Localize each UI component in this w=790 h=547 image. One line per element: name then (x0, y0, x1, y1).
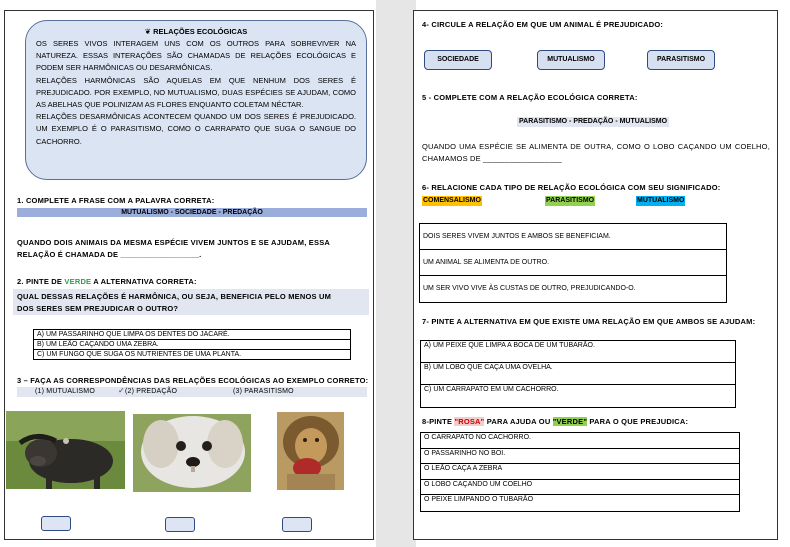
q6-row-1[interactable]: DOIS SERES VIVEM JUNTOS E AMBOS SE BENEFICIAM. (420, 224, 726, 250)
q6-title: 6- RELACIONE CADA TIPO DE RELAÇÃO ECOLÓGICA COM SEU SIGNIFICADO: (422, 183, 721, 192)
intro-box (25, 20, 367, 180)
butterfly-icon: ❦ (144, 27, 151, 36)
q6-row-2[interactable]: UM ANIMAL SE ALIMENTA DE OUTRO. (420, 250, 726, 276)
q5-word-bank: PARASITISMO - PREDAÇÃO - MUTUALISMO (519, 118, 668, 125)
q8-row-3[interactable]: O LEÃO CAÇA A ZEBRA (421, 464, 739, 480)
q7-table (420, 340, 736, 408)
worksheet-page-1 (4, 10, 374, 540)
q8-title (422, 417, 688, 426)
intro-title-text: RELAÇÕES ECOLÓGICAS (153, 27, 248, 36)
q3-title: 3 – FAÇA AS CORRESPONDÊNCIAS DAS RELAÇÕES ECOLÓGICAS AO EXEMPLO CORRETO: (17, 376, 369, 385)
q4-option-parasitismo[interactable]: PARASITISMO (647, 50, 715, 70)
intro-paragraph-1: OS SERES VIVOS INTERAGEM UNS COM OS OUTROS PARA SOBREVIVER NA NATUREZA. ESSAS INTERAÇÕES SÃO CHAMADAS DE RELAÇÕES ECOLÓGICAS E PODEM SER HARMÔNICAS OU DESARMÔNICAS. (36, 39, 356, 73)
intro-paragraph-3: RELAÇÕES DESARMÔNICAS ACONTECEM QUANDO UM DOS SERES É PREJUDICADO. UM EXEMPLO É O PARASITISMO, COMO O CARRAPATO QUE SUGA O SANGUE DO CACHORRO. (36, 112, 356, 146)
q2-option-c[interactable]: C) UM FUNGO QUE SUGA OS NUTRIENTES DE UMA PLANTA. (37, 351, 242, 358)
q2-title-end: A ALTERNATIVA CORRETA: (91, 277, 197, 286)
lion-photo (277, 412, 344, 490)
q1-word-bank: MUTUALISMO - SOCIEDADE - PREDAÇÃO (17, 208, 367, 217)
q6-tag-mutualismo: MUTUALISMO (637, 197, 685, 204)
q5-title: 5 - COMPLETE COM A RELAÇÃO ECOLÓGICA CORRETA: (422, 93, 638, 102)
answer-box-3[interactable] (282, 517, 312, 532)
q6-tag-comensalismo: COMENSALISMO (423, 197, 481, 204)
q8-title-end: PARA O QUE PREJUDICA: (587, 417, 689, 426)
q7-row-b[interactable]: B) UM LOBO QUE CAÇA UMA OVELHA. (421, 363, 735, 385)
q6-table (419, 223, 727, 303)
q6-row-3[interactable]: UM SER VIVO VIVE ÀS CUSTAS DE OUTRO, PREJUDICANDO-O. (423, 285, 636, 292)
q4-option-mutualismo[interactable]: MUTUALISMO (537, 50, 605, 70)
q4-title: 4- CIRCULE A RELAÇÃO EM QUE UM ANIMAL É PREJUDICADO: (422, 20, 664, 29)
q3-option-3: (3) PARASITISMO (233, 388, 294, 395)
q8-title-rosa: "ROSA" (454, 417, 485, 426)
q2-title-color-word: VERDE (64, 277, 92, 286)
worksheet-page-2 (413, 10, 778, 540)
q8-row-5[interactable]: O PEIXE LIMPANDO O TUBARÃO (424, 496, 534, 504)
dog-photo (133, 414, 251, 492)
q2-question: QUAL DESSAS RELAÇÕES É HARMÔNICA, OU SEJA, BENEFICIA PELO MENOS UM DOS SERES SEM PREJUDICAR O OUTRO? (17, 292, 332, 313)
q1-sentence[interactable]: QUANDO DOIS ANIMAIS DA MESMA ESPÉCIE VIVEM JUNTOS E SE AJUDAM, ESSA RELAÇÃO É CHAMADA DE __________________. (17, 238, 330, 259)
q7-row-a[interactable]: A) UM PEIXE QUE LIMPA A BOCA DE UM TUBARÃO. (421, 341, 735, 363)
intro-paragraph-2: RELAÇÕES HARMÔNICAS SÃO AQUELAS EM QUE NENHUM DOS SERES É PREJUDICADO. POR EXEMPLO, NO MUTUALISMO, DUAS ESPÉCIES SE AJUDAM, COMO AS ABELHAS QUE POLINIZAM AS FLORES ENQUANTO COLETAM NÉCTAR. (36, 75, 356, 110)
q8-row-2[interactable]: O PASSARINHO NO BOI. (421, 449, 739, 465)
q3-option-1: (1) MUTUALISMO (35, 388, 95, 395)
q2-options-table (33, 329, 351, 360)
q2-title (17, 277, 197, 286)
answer-box-1[interactable] (41, 516, 71, 531)
q1-title: 1. COMPLETE A FRASE COM A PALAVRA CORRETA: (17, 196, 215, 205)
q8-row-4[interactable]: O LOBO CAÇANDO UM COELHO (421, 480, 739, 496)
q7-row-c[interactable]: C) UM CARRAPATO EM UM CACHORRO. (424, 386, 559, 393)
q5-sentence[interactable]: QUANDO UMA ESPÉCIE SE ALIMENTA DE OUTRA, COMO O LOBO CAÇANDO UM COELHO, CHAMAMOS DE __________________ (422, 142, 770, 163)
checkmark-icon: ✓ (118, 386, 125, 395)
q8-title-mid: PARA AJUDA OU (484, 417, 553, 426)
q8-title-start: 8-PINTE (422, 417, 455, 426)
q2-option-a[interactable]: A) UM PASSARINHO QUE LIMPA OS DENTES DO JACARÉ. (34, 330, 350, 340)
q2-title-start: 2. PINTE DE (17, 277, 65, 286)
q8-title-verde: "VERDE" (552, 417, 588, 426)
intro-title (36, 27, 356, 36)
answer-box-2[interactable] (165, 517, 195, 532)
q7-title: 7- PINTE A ALTERNATIVA EM QUE EXISTE UMA RELAÇÃO EM QUE AMBOS SE AJUDAM: (422, 317, 756, 326)
q6-tag-parasitismo: PARASITISMO (546, 197, 595, 204)
q8-table (420, 432, 740, 512)
q4-option-sociedade[interactable]: SOCIEDADE (424, 50, 492, 70)
buffalo-photo (6, 411, 125, 489)
viewer-gutter (376, 0, 416, 547)
q3-option-2: (2) PREDAÇÃO (125, 388, 178, 395)
q2-option-b[interactable]: B) UM LEÃO CAÇANDO UMA ZEBRA. (34, 340, 350, 350)
q8-row-1[interactable]: O CARRAPATO NO CACHORRO. (421, 433, 739, 449)
